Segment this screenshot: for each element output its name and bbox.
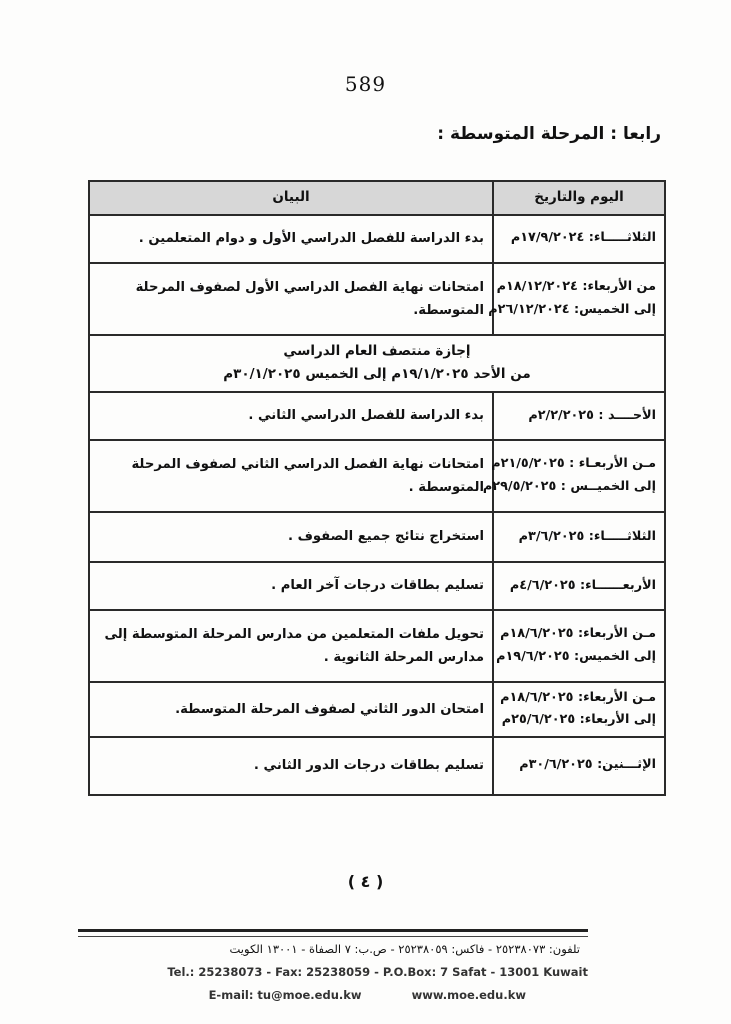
date-cell [493, 215, 665, 263]
table-row [89, 610, 665, 682]
date-cell [493, 562, 665, 610]
date-cell [493, 610, 665, 682]
description-cell: امتحانات نهاية الفصل الدراسي الثاني لصفوف المرحلة المتوسطة . [89, 440, 493, 512]
table-row [89, 562, 665, 610]
table-row [89, 512, 665, 562]
date-cell [488, 263, 665, 335]
holiday-line: من الأحد ١٩/١/٢٠٢٥م إلى الخميس ٣٠/١/٢٠٢٥م [223, 366, 531, 383]
description-cell: تسليم بطاقات درجات آخر العام . [89, 562, 493, 610]
description-cell: بدء الدراسة للفصل الدراسي الأول و دوام المتعلمين . [89, 215, 493, 263]
date-cell [493, 737, 665, 795]
footer-email: E-mail: tu@moe.edu.kw [208, 988, 362, 1002]
date-cell [482, 440, 665, 512]
description-cell: امتحان الدور الثاني لصفوف المرحلة المتوسطة. [89, 682, 493, 737]
date-cell [493, 682, 665, 737]
footer-website: www.moe.edu.kw [411, 988, 526, 1002]
footer-english-contact: Tel.: 25238073 - Fax: 25238059 - P.O.Box: 7 Safat - 13001 Kuwait [167, 965, 588, 979]
date-cell [493, 512, 665, 562]
table-row [89, 215, 665, 263]
date-line: مـن الأربعاء: ١٨/٦/٢٠٢٥م [500, 689, 656, 705]
holiday-cell [89, 335, 665, 392]
table-row [89, 440, 665, 512]
description-cell: استخراج نتائج جميع الصفوف . [89, 512, 493, 562]
table-header-row [89, 181, 665, 215]
table-row [89, 682, 665, 737]
table-row [89, 335, 665, 392]
table-row [89, 737, 665, 795]
footer-page-number: ( ٤ ) [347, 872, 384, 891]
date-line: إلى الأربعاء: ٢٥/٦/٢٠٢٥م [501, 712, 656, 728]
table-row [89, 392, 665, 440]
date-line: من الأربعاء: ١٨/١٢/٢٠٢٤م [496, 279, 656, 295]
date-line: مـن الأربعـاء : ٢١/٥/٢٠٢٥م [491, 456, 656, 472]
table-row [89, 263, 665, 335]
footer-arabic-contact: تلفون: ٢٥٢٣٨٠٧٣ - فاكس: ٢٥٢٣٨٠٥٩ - ص.ب: ٧ الصفاة - ١٣٠٠١ الكويت [229, 942, 580, 956]
date-line: إلى الخميس: ٢٦/١٢/٢٠٢٤م [488, 301, 656, 317]
date-line: إلى الخميــس : ٢٩/٥/٢٠٢٥م [482, 478, 656, 494]
holiday-line: إجازة منتصف العام الدراسي [283, 342, 471, 359]
description-cell: امتحانات نهاية الفصل الدراسي الأول لصفوف المرحلة المتوسطة. [89, 263, 493, 335]
schedule-table [88, 180, 666, 796]
date-line: الثلاثـــــاء: ١٧/٩/٢٠٢٤م [510, 230, 656, 246]
date-line: مـن الأربعاء: ١٨/٦/٢٠٢٥م [500, 626, 656, 642]
header-description: البيان [89, 181, 493, 215]
footer-web-line [160, 988, 526, 1002]
page-number: 589 [344, 72, 387, 96]
description-cell: بدء الدراسة للفصل الدراسي الثاني . [89, 392, 493, 440]
description-cell: تحويل ملفات المتعلمين من مدارس المرحلة المتوسطة إلى مدارس المرحلة الثانوية . [89, 610, 493, 682]
schedule-body [89, 215, 665, 795]
section-heading: رابعا : المرحلة المتوسطة : [437, 124, 661, 144]
date-line: الأربعــــــاء: ٤/٦/٢٠٢٥م [509, 577, 656, 593]
description-cell: تسليم بطاقات درجات الدور الثاني . [89, 737, 493, 795]
header-date: اليوم والتاريخ [493, 181, 665, 215]
footer-divider-thick [78, 929, 588, 932]
date-line: الإثـــنين: ٣٠/٦/٢٠٢٥م [519, 757, 656, 773]
date-line: إلى الخميس: ١٩/٦/٢٠٢٥م [496, 648, 656, 664]
date-cell [493, 392, 665, 440]
date-line: الثلاثـــــاء: ٣/٦/٢٠٢٥م [518, 528, 656, 544]
footer-divider-thin [78, 936, 588, 937]
date-line: الأحــــد : ٢/٢/٢٠٢٥م [528, 407, 656, 423]
